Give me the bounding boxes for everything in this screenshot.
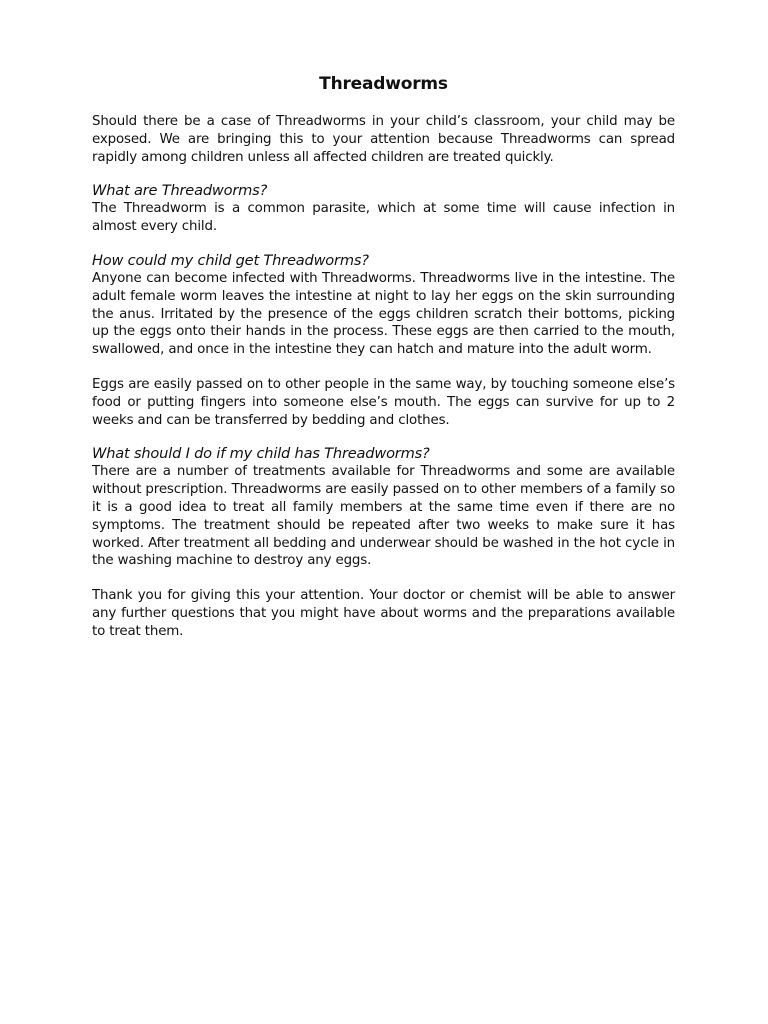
section-heading-what-do: What should I do if my child has Threadworms? bbox=[92, 445, 430, 463]
intro-paragraph: Should there be a case of Threadworms in your child’s classroom, your child may be exposed. We are bringing this to your attention because Threadworms can spread rapidly among children unless all affected children are treated quickly. bbox=[92, 114, 675, 165]
document-page bbox=[92, 72, 675, 641]
section-heading-what-are: What are Threadworms? bbox=[92, 182, 268, 200]
section-heading-how-get: How could my child get Threadworms? bbox=[92, 251, 369, 269]
section-how-get-paragraph-2: Eggs are easily passed on to other people in the same way, by touching someone else’s food or putting fingers into someone else’s mouth. The eggs can survive for up to 2 weeks and can be transferred by bedding and clothes. bbox=[92, 376, 675, 428]
section-what-are-paragraph: The Threadworm is a common parasite, which at some time will cause infection in almost every child. bbox=[92, 201, 675, 235]
closing-paragraph: Thank you for giving this your attention. Your doctor or chemist will be able to answer any further questions that you might have about worms and the preparations available to treat them. bbox=[92, 588, 675, 639]
document-title: Threadworms bbox=[319, 74, 448, 94]
section-what-do-paragraph-1: There are a number of treatments available for Threadworms and some are available without prescription. Threadworms are easily passed on to other members of a family so it is a good idea to treat all family members at the same time even if there are no symptoms. The treatment should be repeated after two weeks to make sure it has worked. After treatment all bedding and underwear should be washed in the hot cycle in the washing machine to destroy any eggs. bbox=[92, 464, 675, 569]
section-how-get-paragraph-1: Anyone can become infected with Threadworms. Threadworms live in the intestine. The adult female worm leaves the intestine at night to lay her eggs on the skin surrounding the anus. Irritated by the presence of the eggs children scratch their bottoms, picking up the eggs onto their hands in the process. These eggs are then carried to the mouth, swallowed, and once in the intestine they can hatch and mature into the adult worm. bbox=[92, 270, 675, 358]
